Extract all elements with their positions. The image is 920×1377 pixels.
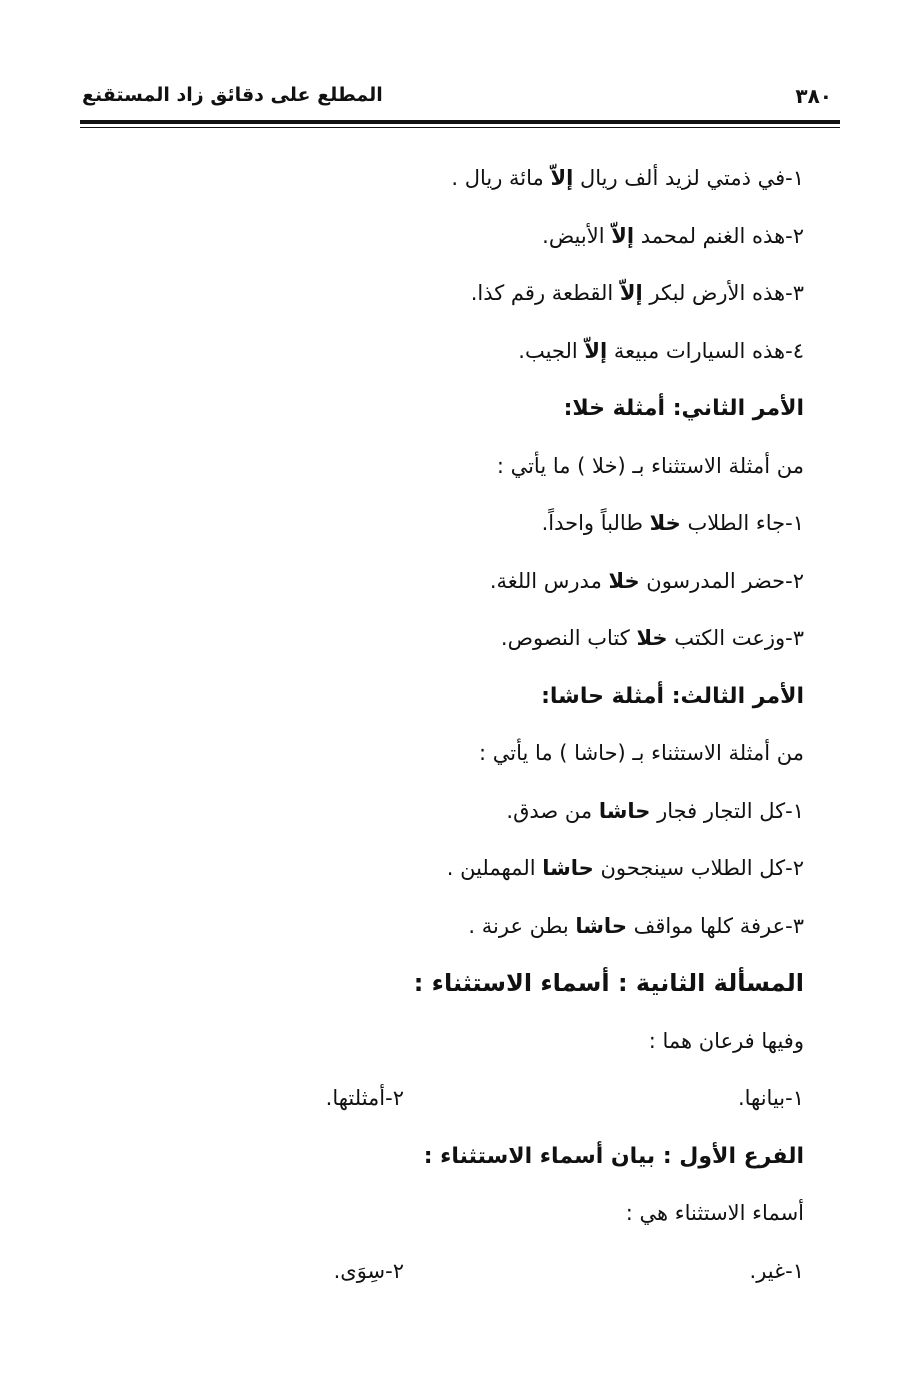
- section-heading: الأمر الثاني: أمثلة خلا:: [563, 396, 804, 421]
- two-column-line: [104, 1243, 804, 1301]
- column-item: ١-غير.: [749, 1258, 804, 1283]
- column-item: ٢-سِوَى.: [333, 1258, 404, 1283]
- text-line: ٣-هذه الأرض لبكر إلاّ القطعة رقم كذا.: [470, 281, 804, 305]
- text-line: وفيها فرعان هما :: [648, 1028, 804, 1053]
- header-rule-thick: [80, 120, 840, 124]
- page-content: [104, 150, 804, 1300]
- chapter-heading: المسألة الثانية : أسماء الاستثناء :: [413, 969, 804, 997]
- text-line: من أمثلة الاستثناء بـ (خلا ) ما يأتي :: [496, 453, 804, 478]
- text-line: ٢-كل الطلاب سينجحون حاشا المهملين .: [446, 856, 804, 880]
- header-rule-thin: [80, 127, 840, 128]
- text-line: ١-جاء الطلاب خلا طالباً واحداً.: [541, 511, 804, 535]
- text-line: من أمثلة الاستثناء بـ (حاشا ) ما يأتي :: [478, 741, 804, 765]
- page-header: [80, 80, 840, 120]
- section-heading: الأمر الثالث: أمثلة حاشا:: [541, 683, 804, 709]
- text-line: ٢-حضر المدرسون خلا مدرس اللغة.: [489, 568, 804, 593]
- text-line: ١-كل التجار فجار حاشا من صدق.: [506, 798, 804, 823]
- text-line: ٣-عرفة كلها مواقف حاشا بطن عرنة .: [468, 913, 804, 938]
- book-title: المطلع على دقائق زاد المستقنع: [82, 84, 383, 106]
- column-item: ٢-أمثلتها.: [325, 1086, 404, 1110]
- page-number: ٣٨٠: [795, 84, 832, 108]
- text-line: ١-في ذمتي لزيد ألف ريال إلاّ مائة ريال .: [451, 166, 804, 190]
- text-line: ٢-هذه الغنم لمحمد إلاّ الأبيض.: [542, 223, 804, 248]
- two-column-line: [104, 1070, 804, 1128]
- text-line: ٣-وزعت الكتب خلا كتاب النصوص.: [500, 626, 804, 650]
- text-line: ٤-هذه السيارات مبيعة إلاّ الجيب.: [518, 338, 804, 363]
- section-heading: الفرع الأول : بيان أسماء الاستثناء :: [423, 1143, 804, 1169]
- column-item: ١-بيانها.: [737, 1086, 804, 1110]
- text-line: أسماء الاستثناء هي :: [625, 1201, 804, 1225]
